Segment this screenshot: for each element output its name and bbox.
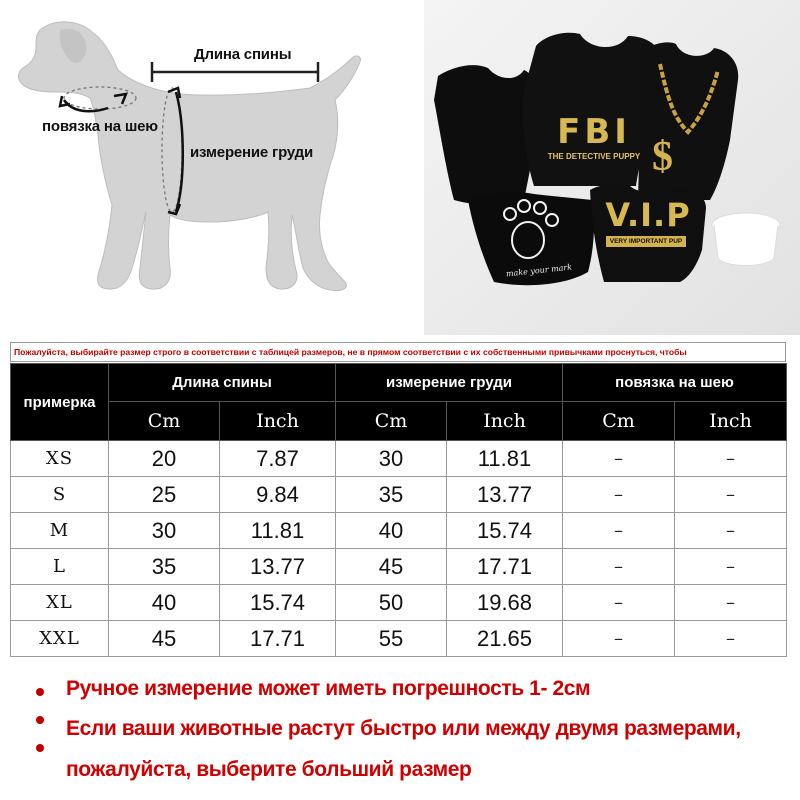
chest-inch-cell: 19.68 (447, 585, 563, 621)
shirt-vip-subtitle: VERY IMPORTANT PUP (609, 238, 683, 245)
neck-header: повязка на шею (563, 364, 787, 402)
neck-cm-cell: – (563, 585, 675, 621)
chest-inch-cell: 17.71 (447, 549, 563, 585)
size-notice: Пожалуйста, выбирайте размер строго в соответствии с таблицей размеров, не в прямом соответствии с их собственными привычками проснуться, чтобы (10, 342, 786, 362)
back-inch-cell: 17.71 (220, 621, 336, 657)
chest-inch-cell: 13.77 (447, 477, 563, 513)
table-row (11, 621, 787, 657)
neck-inch-cell: – (675, 621, 787, 657)
chest-inch-cell: 21.65 (447, 621, 563, 657)
size-cell: XS (11, 441, 109, 477)
neck-inch-cell: – (675, 477, 787, 513)
unit-header: Inch (675, 402, 787, 441)
table-unit-row (11, 402, 787, 441)
back-length-label: Длина спины (194, 46, 292, 63)
chest-cm-cell: 50 (336, 585, 447, 621)
size-column-header: примерка (11, 364, 109, 441)
unit-header: Cm (336, 402, 447, 441)
neck-cm-cell: – (563, 549, 675, 585)
unit-header: Cm (109, 402, 220, 441)
size-cell: XL (11, 585, 109, 621)
shirt-vip-title: V.I.P (605, 196, 691, 234)
chest-cm-cell: 55 (336, 621, 447, 657)
back-cm-cell: 35 (109, 549, 220, 585)
neck-label: повязка на шею (42, 118, 158, 135)
dollar-icon: $ (652, 134, 673, 180)
neck-inch-cell: – (675, 441, 787, 477)
shirt-paw-text: make your mark (505, 262, 573, 279)
shirt-fbi-subtitle: THE DETECTIVE PUPPY (547, 152, 641, 161)
size-cell: L (11, 549, 109, 585)
neck-inch-cell: – (675, 513, 787, 549)
unit-header: Inch (220, 402, 336, 441)
back-cm-cell: 40 (109, 585, 220, 621)
note-measurement-error: Ручное измерение может иметь погрешность 1- 2см (66, 677, 591, 700)
table-row (11, 549, 787, 585)
bullet-icon (36, 744, 44, 752)
size-cell: S (11, 477, 109, 513)
neck-cm-cell: – (563, 621, 675, 657)
neck-cm-cell: – (563, 477, 675, 513)
unit-header: Inch (447, 402, 563, 441)
back-cm-cell: 25 (109, 477, 220, 513)
chest-cm-cell: 35 (336, 477, 447, 513)
table-body (11, 441, 787, 657)
size-table (10, 363, 787, 657)
table-row (11, 441, 787, 477)
note-growing-pets: Если ваши животные растут быстро или между двумя размерами, (66, 717, 741, 740)
table-row (11, 585, 787, 621)
chest-label: измерение груди (190, 144, 313, 161)
chest-inch-cell: 15.74 (447, 513, 563, 549)
size-cell: XXL (11, 621, 109, 657)
neck-inch-cell: – (675, 585, 787, 621)
bullet-icon (36, 688, 44, 696)
neck-inch-cell: – (675, 549, 787, 585)
dog-measurement-diagram (0, 0, 420, 335)
bullet-icon (36, 716, 44, 724)
product-photo (424, 0, 800, 335)
chest-inch-cell: 11.81 (447, 441, 563, 477)
note-choose-larger: пожалуйста, выберите больший размер (66, 758, 472, 781)
chest-cm-cell: 40 (336, 513, 447, 549)
back-inch-cell: 15.74 (220, 585, 336, 621)
unit-header: Cm (563, 402, 675, 441)
table-row (11, 513, 787, 549)
chest-cm-cell: 45 (336, 549, 447, 585)
size-cell: M (11, 513, 109, 549)
back-cm-cell: 30 (109, 513, 220, 549)
back-length-header: Длина спины (109, 364, 336, 402)
back-inch-cell: 13.77 (220, 549, 336, 585)
back-inch-cell: 9.84 (220, 477, 336, 513)
table-header-row (11, 364, 787, 402)
back-inch-cell: 7.87 (220, 441, 336, 477)
neck-cm-cell: – (563, 513, 675, 549)
back-cm-cell: 20 (109, 441, 220, 477)
back-inch-cell: 11.81 (220, 513, 336, 549)
back-cm-cell: 45 (109, 621, 220, 657)
chest-cm-cell: 30 (336, 441, 447, 477)
neck-cm-cell: – (563, 441, 675, 477)
table-row (11, 477, 787, 513)
chest-header: измерение груди (336, 364, 563, 402)
shirt-fbi-title: FBI (557, 112, 631, 152)
